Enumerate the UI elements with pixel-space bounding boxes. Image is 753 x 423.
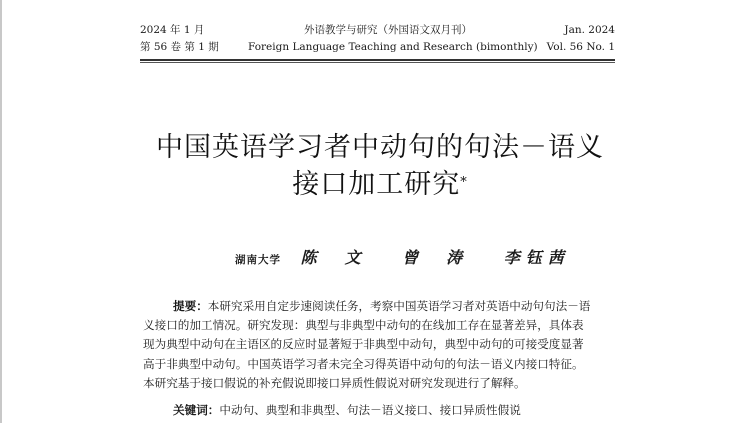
journal-name-en: Foreign Language Teaching and Research (bimonthly) bbox=[248, 41, 538, 53]
journal-name-cn: 外语教学与研究（外国语文双月刊） bbox=[304, 24, 472, 36]
author-line bbox=[235, 247, 570, 271]
author-name: 李钰茜 bbox=[503, 248, 570, 267]
keywords bbox=[173, 401, 521, 420]
page-edge bbox=[0, 0, 2, 423]
title-footnote-mark: * bbox=[460, 175, 468, 190]
header-journal bbox=[248, 22, 538, 56]
header-date: 2024 年 1 月 bbox=[140, 24, 205, 36]
header-rule-thin bbox=[140, 62, 615, 63]
header-issue-en bbox=[545, 22, 615, 56]
header-volume: 第 56 卷 第 1 期 bbox=[140, 41, 219, 53]
title-text-1: 中国英语学习者中动句的句法－语义 bbox=[156, 132, 604, 163]
abstract-line: 义接口的加工情况。研究发现：典型与非典型中动句的在线加工存在显著差异，具体表 bbox=[143, 318, 584, 333]
header-date-en: Jan. 2024 bbox=[564, 24, 615, 36]
abstract-line: 现为典型中动句在主语区的反应时显著短于非典型中动句，典型中动句的可接受度显著 bbox=[143, 337, 584, 352]
abstract-label: 提要： bbox=[173, 299, 208, 313]
title-text-2: 接口加工研究 bbox=[292, 169, 461, 200]
abstract bbox=[143, 297, 616, 393]
abstract-line: 高于非典型中动句。中国英语学习者未完全习得英语中动句的句法－语义内接口特征。 bbox=[143, 356, 584, 371]
header-issue-date bbox=[140, 22, 219, 56]
abstract-line: 提要：本研究采用自定步速阅读任务，考察中国英语学习者对英语中动句句法－语 bbox=[173, 299, 591, 313]
paper-title-line2 bbox=[100, 165, 660, 205]
header-volume-en: Vol. 56 No. 1 bbox=[546, 41, 615, 53]
abstract-line: 本研究基于接口假说的补充假说即接口异质性假说对研究发现进行了解释。 bbox=[143, 375, 526, 390]
author-name: 曾 涛 bbox=[402, 248, 469, 267]
header-rule bbox=[140, 59, 615, 61]
paper-title-line1 bbox=[100, 128, 660, 168]
affiliation: 湖南大学 bbox=[235, 254, 281, 266]
author-name: 陈 文 bbox=[300, 248, 367, 267]
keywords-text: 中动句、典型和非典型、句法－语义接口、接口异质性假说 bbox=[219, 403, 521, 417]
keywords-label: 关键词： bbox=[173, 403, 220, 417]
